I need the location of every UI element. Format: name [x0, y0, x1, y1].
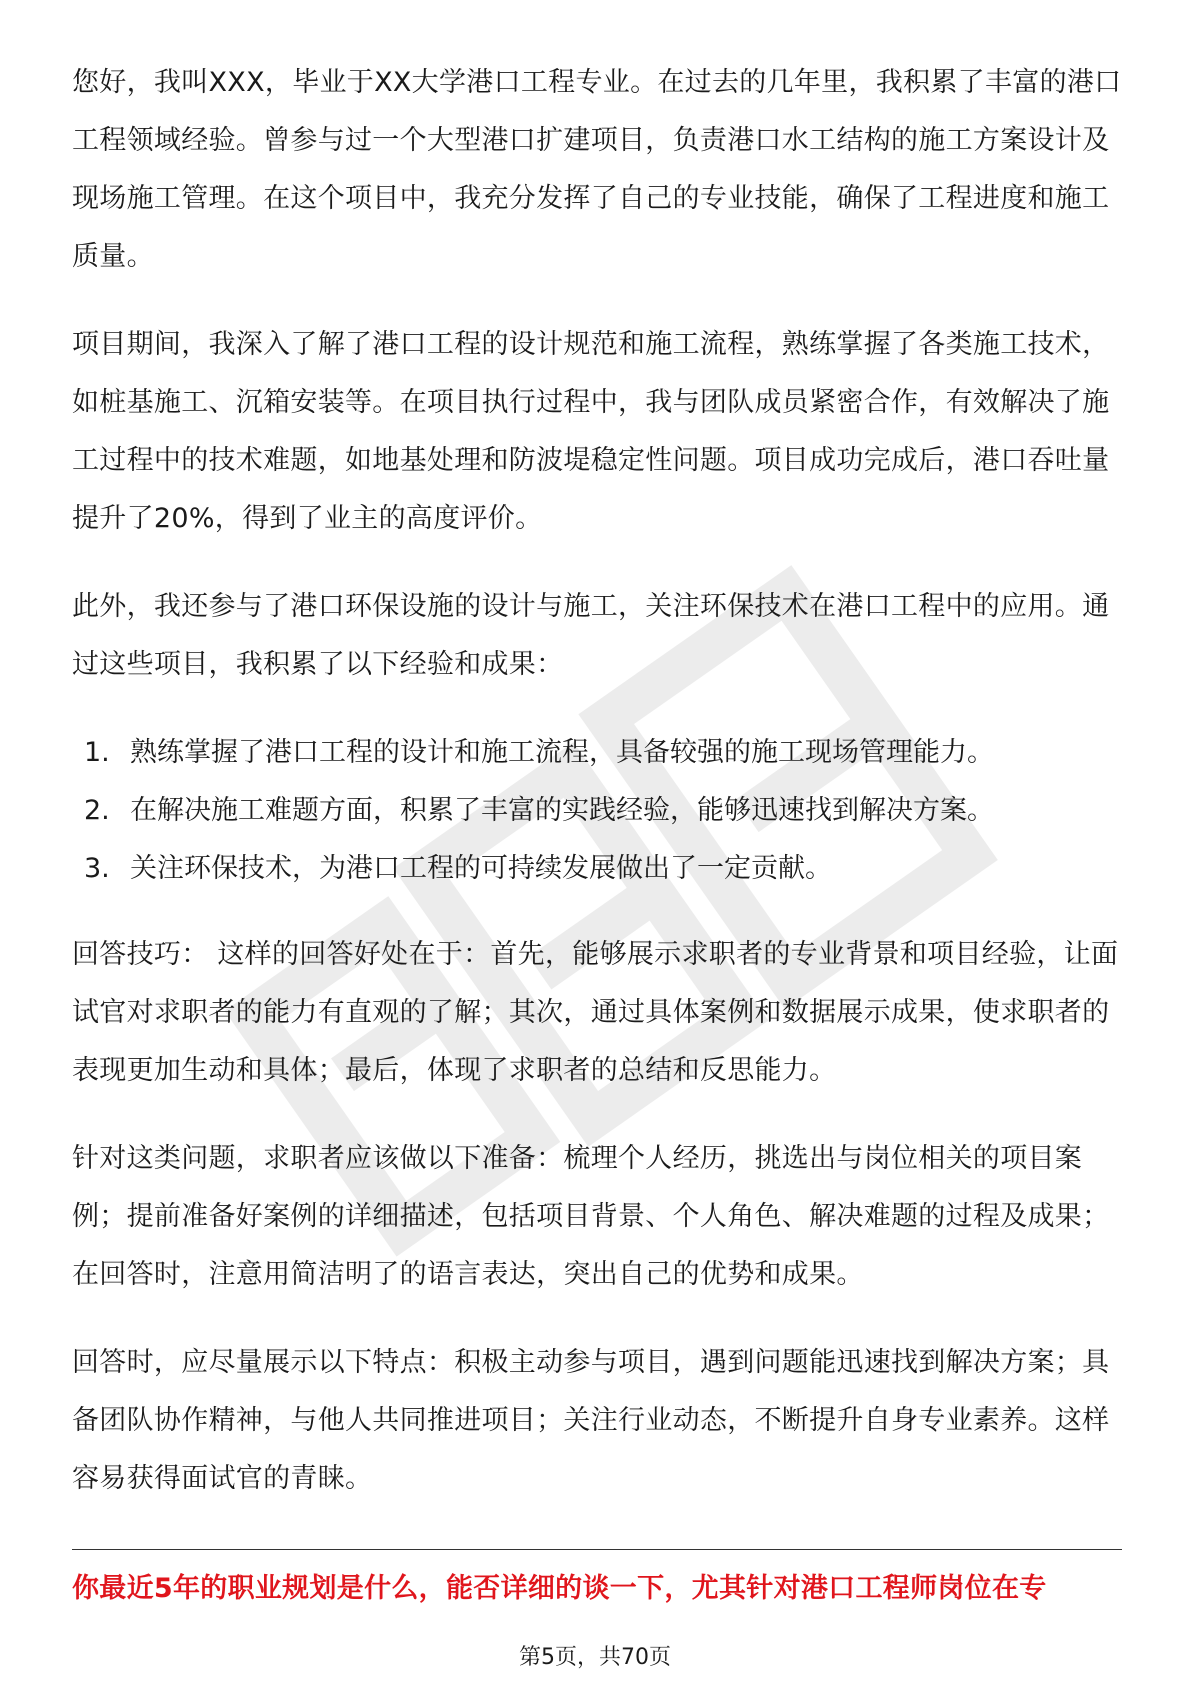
- tips-paragraph-2: 针对这类问题，求职者应该做以下准备：梳理个人经历，挑选出与岗位相关的项目案例；提前准备好案例的详细描述，包括项目背景、个人角色、解决难题的过程及成果；在回答时，注意用简洁明了的语言表达，突出自己的优势和成果。: [72, 1143, 1110, 1290]
- answer-paragraph-2: 项目期间，我深入了解了港口工程的设计规范和施工流程，熟练掌握了各类施工技术，如桩基施工、沉箱安装等。在项目执行过程中，我与团队成员紧密合作，有效解决了施工过程中的技术难题，如地基处理和防波堤稳定性问题。项目成功完成后，港口吞吐量提升了20%，得到了业主的高度评价。: [72, 329, 1110, 534]
- list-item: [72, 724, 1122, 782]
- answer-paragraph-1: 您好，我叫XXX，毕业于XX大学港口工程专业。在过去的几年里，我积累了丰富的港口工程领域经验。曾参与过一个大型港口扩建项目，负责港口水工结构的施工方案设计及现场施工管理。在这个项目中，我充分发挥了自己的专业技能，确保了工程进度和施工质量。: [72, 67, 1122, 272]
- tips-paragraph-3: 回答时，应尽量展示以下特点：积极主动参与项目，遇到问题能迅速找到解决方案；具备团队协作精神，与他人共同推进项目；关注行业动态，不断提升自身专业素养。这样容易获得面试官的青睐。: [72, 1347, 1110, 1494]
- list-item-text: 关注环保技术，为港口工程的可持续发展做出了一定贡献。: [130, 853, 832, 884]
- list-item-text: 熟练掌握了港口工程的设计和施工流程，具备较强的施工现场管理能力。: [130, 737, 994, 768]
- list-item-number: 2.: [84, 795, 110, 826]
- page-number: 第5页，共70页: [519, 1645, 671, 1670]
- list-item-number: 3.: [84, 853, 110, 884]
- answer-paragraph-3: 此外，我还参与了港口环保设施的设计与施工，关注环保技术在港口工程中的应用。通过这些项目，我积累了以下经验和成果：: [72, 591, 1110, 680]
- list-item: [72, 782, 1122, 840]
- achievement-list: [72, 724, 1122, 898]
- list-item: [72, 840, 1122, 898]
- list-item-number: 1.: [84, 737, 110, 768]
- tips-paragraph-1: 回答技巧： 这样的回答好处在于：首先，能够展示求职者的专业背景和项目经验，让面试官对求职者的能力有直观的了解；其次，通过具体案例和数据展示成果，使求职者的表现更加生动和具体；最后，体现了求职者的总结和反思能力。: [72, 939, 1119, 1086]
- main-content: [72, 54, 1122, 1538]
- section-divider: [72, 1549, 1122, 1550]
- next-question-heading: 你最近5年的职业规划是什么，能否详细的谈一下，尤其针对港口工程师岗位在专: [72, 1573, 1047, 1604]
- list-item-text: 在解决施工难题方面，积累了丰富的实践经验，能够迅速找到解决方案。: [130, 795, 994, 826]
